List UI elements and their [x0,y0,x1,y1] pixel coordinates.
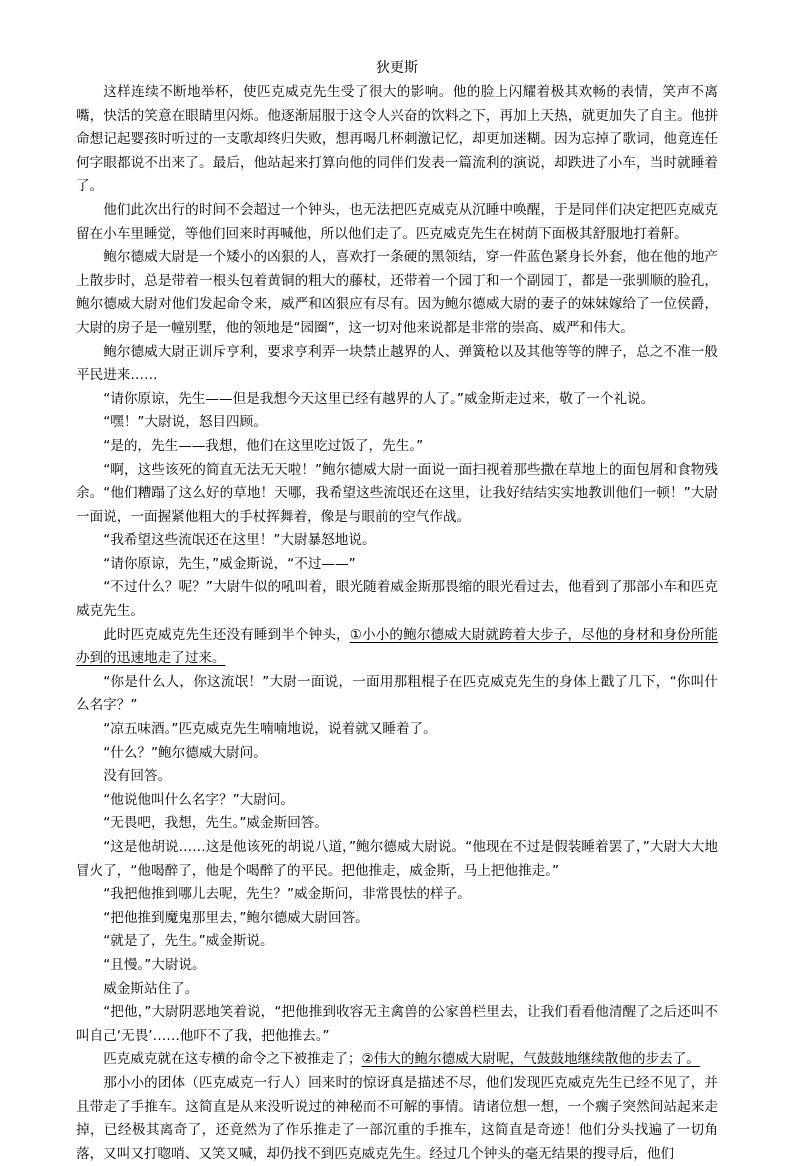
paragraph: 他们此次出行的时间不会超过一个钟头，也无法把匹克威克从沉睡中唤醒，于是同伴们决定把匹克威克留在小车里睡觉，等他们回来时再喊他，所以他们走了。匹克威克先生在树荫下面极其舒服地打着鼾。 [76,201,718,242]
paragraph: 鲍尔德威大尉是一个矮小的凶狠的人，喜欢打一条硬的黑领结，穿一件蓝色紧身长外套，他在他的地产上散步时，总是带着一根头包着黄铜的粗大的藤杖，还带着一个园丁和一个副园丁，都是一张驯顺的脸孔，鲍尔德威大尉对他们发起命令来，威严和凶狠应有尽有。因为鲍尔德威大尉的妻子的妹妹嫁给了一位侯爵，大尉的房子是一幢别墅，他的领地是“园圈”，这一切对他来说都是非常的崇高、威严和伟大。 [76,249,718,336]
paragraph: “什么？”鲍尔德威大尉问。 [103,744,267,761]
paragraph: 那小小的团体（匹克威克一行人）回来时的惊讶真是描述不尽，他们发现匹克威克先生已经不见了，并且带走了手推车。这简直是从来没听说过的神秘而不可解的事情。请诸位想一想，一个瘸子突然间站起来走掉，已经极其离奇了，还竟然为了作乐推走了一部沉重的手推车，这简直是奇迹！他们分头找遍了一切角落，又叫又打唿哨、又笑又喊，却仍找不到匹克威克先生。经过几个钟头的毫无结果的搜寻后，他们 [76,1074,718,1162]
paragraph-underlined-1 [76,624,718,671]
document-page [76,56,718,1166]
paragraph: 鲍尔德威大尉正训斥亨利，要求亨利弄一块禁止越界的人、弹簧枪以及其他等等的牌子，总之不准一般平民进来…… [76,343,718,384]
paragraph: “嘿！”大尉说，怒目四顾。 [103,414,267,431]
text-plain: 此时匹克威克先生还没有睡到半个钟头， [103,626,350,643]
paragraph: “且慢。”大尉说。 [103,956,206,973]
paragraph: “他说他叫什么名字？”大尉问。 [103,791,294,808]
paragraph: “请你原谅，先生——但是我想今天这里已经有越界的人了。”威金斯走过来，敬了一个礼说。 [103,390,655,407]
underlined-sentence-1: ①小小的鲍尔德威大尉就跨着大步子，尽他的身材和身份所能办到的迅速地走了过来。 [76,626,719,667]
paragraph: “把他推到魔鬼那里去，”鲍尔德威大尉回答。 [103,909,369,926]
paragraph-underlined-2 [76,1048,718,1072]
paragraph: 没有回答。 [103,768,172,785]
paragraph: “是的，先生——我想，他们在这里吃过饭了，先生。” [103,437,424,454]
paragraph: “凉五味酒。”匹克威克先生喃喃地说，说着就又睡着了。 [103,721,437,738]
underlined-sentence-2: ②伟大的鲍尔德威大尉呢，气鼓鼓地继续散他的步去了。 [361,1051,700,1068]
paragraph: “无畏吧，我想，先生。”威金斯回答。 [103,815,328,832]
paragraph: “请你原谅，先生，”威金斯说，“不过——” [103,555,356,572]
paragraph: “把他，”大尉阴恶地笑着说，“把他推到收容无主禽兽的公家兽栏里去，让我们看看他清醒了之后还叫不叫自己‘无畏’……他吓不了我，把他推去。” [76,1004,718,1044]
paragraph: “啊，这些该死的简直无法无天啦！”鲍尔德威大尉一面说一面扫视着那些撒在草地上的面包屑和食物残余。“他们糟蹋了这么好的草地！天哪，我希望这些流氓还在这里，让我好结结实实地教训他们一顿！”大尉一面说，一面握紧他粗大的手杖挥舞着，像是与眼前的空气作战。 [76,461,718,525]
document-title: 狄更斯 [376,60,418,76]
paragraph: “这是他胡说……这是他该死的胡说八道，”鲍尔德威大尉说。“他现在不过是假装睡着罢了，”大尉大大地冒火了，“他喝醉了，他是个喝醉了的平民。把他推走，威金斯，马上把他推走。” [76,839,718,879]
paragraph: 威金斯站住了。 [103,980,199,997]
paragraph: “我把他推到哪儿去呢，先生？”威金斯问，非常畏怯的样子。 [103,886,471,903]
text-plain: 匹克威克就在这专横的命令之下被推走了； [103,1051,362,1068]
paragraph: “不过什么？呢？”大尉牛似的吼叫着，眼光随着威金斯那畏缩的眼光看过去，他看到了那部小车和匹克威克先生。 [76,579,718,620]
paragraph: 这样连续不断地举杯，使匹克威克先生受了很大的影响。他的脸上闪耀着极其欢畅的表情，笑声不离嘴，快活的笑意在眼睛里闪烁。他逐渐屈服于这令人兴奋的饮料之下，再加上天热，就更加失了自主。他拼命想记起婴孩时听过的一支歌却终归失败，想再喝几杯刺激记忆，却更加迷糊。因为忘掉了歌词，他竟连任何字眼都说不出来了。最后，他站起来打算向他的同伴们发表一篇流利的演说，却跌进了小车，当时就睡着了。 [76,84,718,195]
paragraph: “你是什么人，你这流氓！”大尉一面说，一面用那粗棍子在匹克威克先生的身体上戳了几下，“你叫什么名字？” [76,673,718,714]
paragraph: “就是了，先生。”威金斯说。 [103,933,274,950]
paragraph: “我希望这些流氓还在这里！”大尉暴怒地说。 [103,532,376,549]
